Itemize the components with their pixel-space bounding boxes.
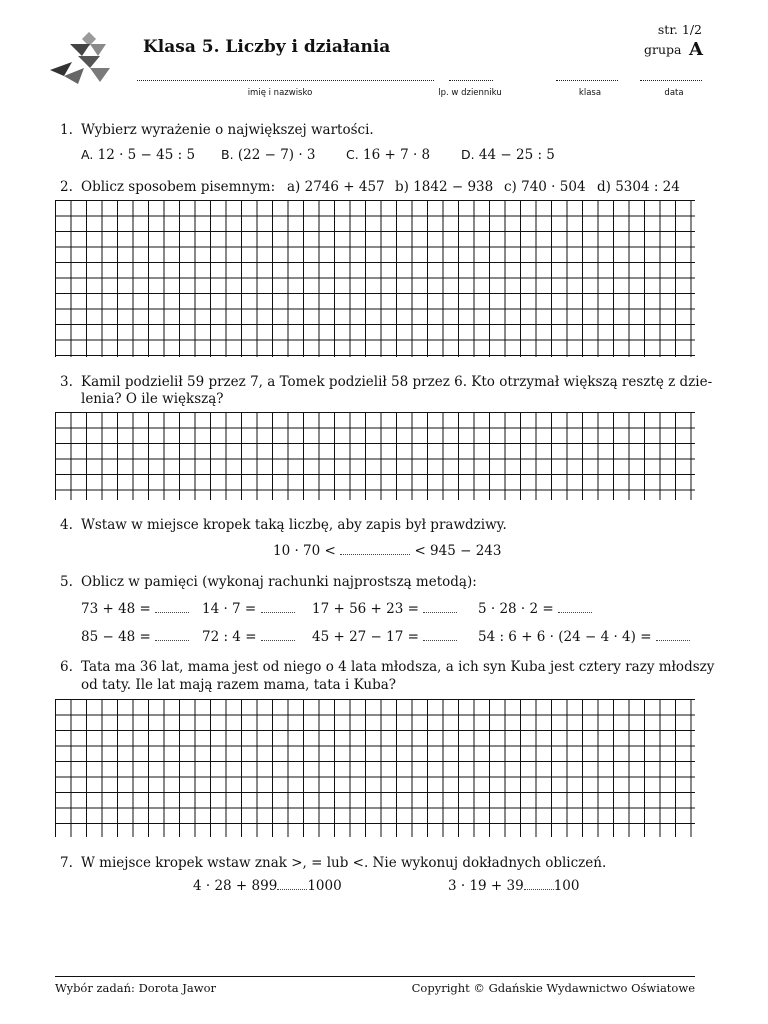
group-letter: A <box>689 39 703 60</box>
item-expression: 54 : 6 + 6 · (24 − 4 · 4) = <box>478 629 652 645</box>
question-2-part-a: a) 2746 + 457 <box>287 179 385 195</box>
class-field-label: klasa <box>578 88 602 98</box>
option-letter: A. <box>81 147 94 162</box>
question-3-answer-grid[interactable] <box>55 412 695 500</box>
question-7-comparison-a <box>193 877 342 894</box>
inequality-right: < 945 − 243 <box>414 543 502 559</box>
question-1-text: Wybierz wyrażenie o największej wartości. <box>81 122 374 138</box>
answer-blank[interactable] <box>155 628 189 641</box>
question-6-text-line-2: od taty. Ile lat mają razem mama, tata i Kuba? <box>81 677 397 693</box>
comparison-left: 4 · 28 + 899 <box>193 878 278 894</box>
question-1-option-a[interactable] <box>81 147 195 163</box>
option-letter: D. <box>461 147 475 162</box>
answer-blank[interactable] <box>277 877 307 890</box>
answer-blank[interactable] <box>261 628 295 641</box>
question-5-item-1 <box>81 600 189 617</box>
question-2-part-b: b) 1842 − 938 <box>395 179 494 195</box>
option-letter: B. <box>221 147 234 162</box>
question-6-answer-grid[interactable] <box>55 699 695 837</box>
question-3-text-line-1: Kamil podzielił 59 przez 7, a Tomek podzielił 58 przez 6. Kto otrzymał większą resztę z dzie- <box>81 374 713 390</box>
item-expression: 45 + 27 − 17 = <box>312 629 419 645</box>
question-5-item-4 <box>478 600 592 617</box>
question-2-text: Oblicz sposobem pisemnym: <box>81 179 276 195</box>
footer-divider <box>55 976 695 977</box>
question-5-number: 5. <box>60 574 73 590</box>
question-2-number: 2. <box>60 179 73 195</box>
question-5-item-7 <box>312 628 457 645</box>
publisher-logo <box>48 32 118 90</box>
footer-copyright: Copyright © Gdańskie Wydawnictwo Oświatowe <box>411 981 695 995</box>
group-label: grupa <box>644 42 682 57</box>
answer-blank[interactable] <box>340 542 410 555</box>
class-field-line[interactable] <box>556 80 618 81</box>
page-title: Klasa 5. Liczby i działania <box>143 37 391 57</box>
question-7-number: 7. <box>60 855 73 871</box>
option-expression: 12 · 5 − 45 : 5 <box>97 147 196 163</box>
answer-blank[interactable] <box>423 600 457 613</box>
option-expression: (22 − 7) · 3 <box>237 147 316 163</box>
question-6-number: 6. <box>60 659 73 675</box>
item-expression: 17 + 56 + 23 = <box>312 601 419 617</box>
question-5-text: Oblicz w pamięci (wykonaj rachunki najprostszą metodą): <box>81 574 477 590</box>
question-5-item-2 <box>202 600 295 617</box>
item-expression: 72 : 4 = <box>202 629 257 645</box>
comparison-right: 1000 <box>307 878 342 894</box>
question-2-part-c: c) 740 · 504 <box>504 179 586 195</box>
question-4-number: 4. <box>60 517 73 533</box>
question-4-text: Wstaw w miejsce kropek taką liczbę, aby zapis był prawdziwy. <box>81 517 507 533</box>
question-6-text-line-1: Tata ma 36 lat, mama jest od niego o 4 lata młodsza, a ich syn Kuba jest cztery razy młodszy <box>81 659 715 675</box>
question-7-text: W miejsce kropek wstaw znak >, = lub <. Nie wykonuj dokładnych obliczeń. <box>81 855 607 871</box>
footer-author: Wybór zadań: Dorota Jawor <box>55 981 216 995</box>
option-expression: 16 + 7 · 8 <box>363 147 431 163</box>
name-field-label: imię i nazwisko <box>247 88 313 98</box>
date-field-label: data <box>664 88 684 98</box>
answer-blank[interactable] <box>261 600 295 613</box>
question-1-number: 1. <box>60 122 73 138</box>
answer-blank[interactable] <box>423 628 457 641</box>
question-7-comparison-b <box>448 877 580 894</box>
question-5-item-6 <box>202 628 295 645</box>
question-1-option-b[interactable] <box>221 147 316 163</box>
question-5-item-3 <box>312 600 457 617</box>
item-expression: 5 · 28 · 2 = <box>478 601 554 617</box>
question-1-option-d[interactable] <box>461 147 555 163</box>
question-3-text-line-2: lenia? O ile większą? <box>81 391 224 407</box>
answer-blank[interactable] <box>155 600 189 613</box>
question-5-item-8 <box>478 628 690 645</box>
name-field-line[interactable] <box>137 80 434 81</box>
item-expression: 85 − 48 = <box>81 629 151 645</box>
question-2-part-d: d) 5304 : 24 <box>597 179 680 195</box>
question-4-inequality <box>273 542 501 559</box>
option-letter: C. <box>346 147 359 162</box>
page-number: str. 1/2 <box>657 22 702 37</box>
question-5-item-5 <box>81 628 189 645</box>
inequality-left: 10 · 70 < <box>273 543 336 559</box>
option-expression: 44 − 25 : 5 <box>478 147 555 163</box>
register-number-field-label: lp. w dzienniku <box>438 88 502 98</box>
question-2-answer-grid[interactable] <box>55 200 695 357</box>
item-expression: 73 + 48 = <box>81 601 151 617</box>
answer-blank[interactable] <box>656 628 690 641</box>
question-1-option-c[interactable] <box>346 147 430 163</box>
comparison-right: 100 <box>553 878 580 894</box>
register-number-field-line[interactable] <box>449 80 493 81</box>
item-expression: 14 · 7 = <box>202 601 257 617</box>
comparison-left: 3 · 19 + 39 <box>448 878 524 894</box>
date-field-line[interactable] <box>640 80 702 81</box>
answer-blank[interactable] <box>558 600 592 613</box>
answer-blank[interactable] <box>524 877 554 890</box>
question-3-number: 3. <box>60 374 73 390</box>
